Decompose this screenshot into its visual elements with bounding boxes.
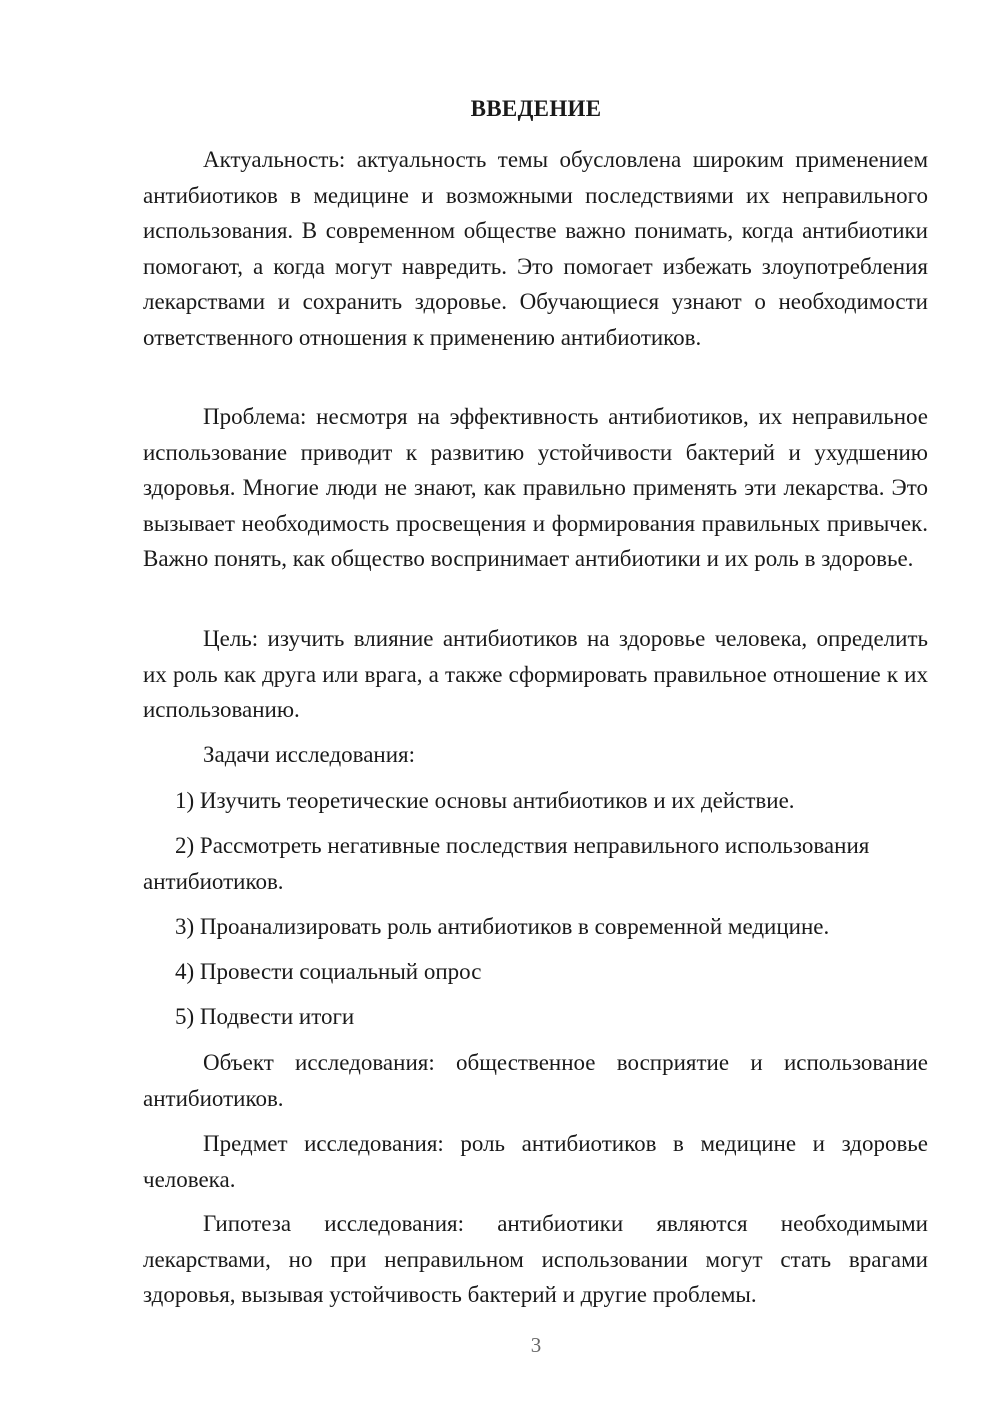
object-paragraph: Объект исследования: общественное восприятие и использование антибиотиков.: [143, 1050, 928, 1111]
goal-paragraph: Цель: изучить влияние антибиотиков на здоровье человека, определить их роль как друга или врага, а также сформировать правильное отношение к их использованию.: [143, 626, 928, 722]
page-title: ВВЕДЕНИЕ: [470, 96, 602, 121]
task-item-1: 1) Изучить теоретические основы антибиотиков и их действие.: [175, 788, 795, 813]
task-item-2: 2) Рассмотреть негативные последствия неправильного использования антибиотиков.: [143, 833, 870, 894]
task-item-4: 4) Провести социальный опрос: [175, 959, 482, 984]
problem-paragraph: Проблема: несмотря на эффективность антибиотиков, их неправильное использование приводит к развитию устойчивости бактерий и ухудшению здоровья. Многие люди не знают, как правильно применять эти лекарства. Это вызывает необходимость просвещения и формирования правильных привычек. Важно понять, как общество воспринимает антибиотики и их роль в здоровье.: [143, 404, 928, 571]
tasks-heading: Задачи исследования:: [203, 742, 416, 767]
hypothesis-paragraph: Гипотеза исследования: антибиотики являются необходимыми лекарствами, но при неправильном использовании могут стать врагами здоровья, вызывая устойчивость бактерий и другие проблемы.: [143, 1211, 928, 1307]
task-item-3: 3) Проанализировать роль антибиотиков в современной медицине.: [175, 914, 830, 939]
page-number: 3: [530, 1333, 542, 1357]
relevance-paragraph: Актуальность: актуальность темы обусловлена широким применением антибиотиков в медицине и возможными последствиями их неправильного использования. В современном обществе важно понимать, когда антибиотики помогают, а когда могут навредить. Это помогает избежать злоупотребления лекарствами и сохранить здоровье. Обучающиеся узнают о необходимости ответственного отношения к применению антибиотиков.: [143, 147, 928, 350]
subject-paragraph: Предмет исследования: роль антибиотиков в медицине и здоровье человека.: [143, 1131, 928, 1192]
task-item-5: 5) Подвести итоги: [175, 1004, 355, 1029]
